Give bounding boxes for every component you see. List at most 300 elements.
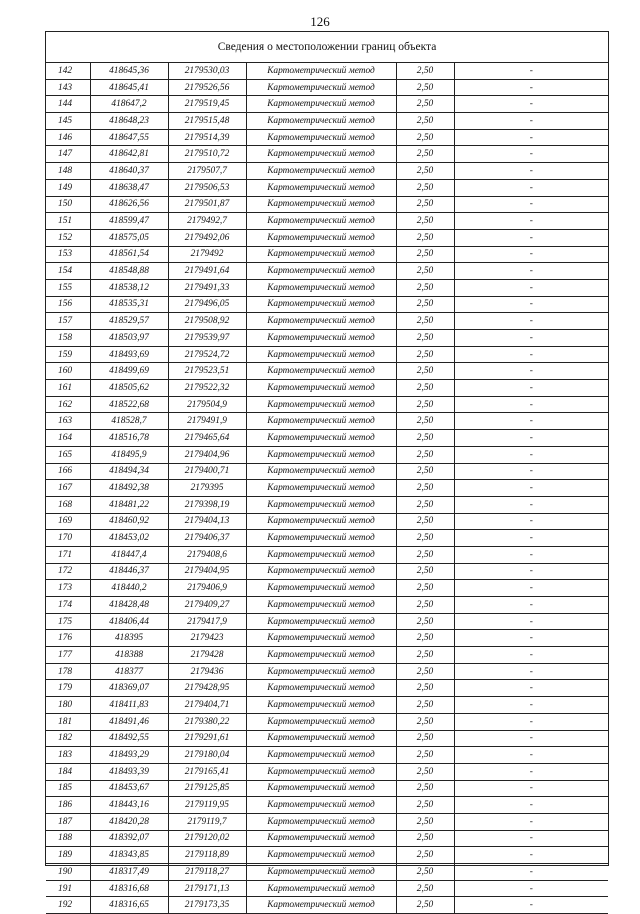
accuracy-cell: 2,50	[396, 346, 454, 363]
method-cell: Картометрический метод	[246, 246, 396, 263]
table-row	[46, 613, 608, 630]
accuracy-cell: 2,50	[396, 897, 454, 914]
y-coordinate-cell: 2179406,37	[168, 530, 246, 547]
note-cell: -	[454, 296, 608, 313]
point-number-cell: 168	[46, 496, 90, 513]
accuracy-cell: 2,50	[396, 380, 454, 397]
note-cell: -	[454, 263, 608, 280]
point-number-cell: 158	[46, 330, 90, 347]
method-cell: Картометрический метод	[246, 79, 396, 96]
accuracy-cell: 2,50	[396, 513, 454, 530]
note-cell: -	[454, 730, 608, 747]
x-coordinate-cell: 418447,4	[90, 546, 168, 563]
y-coordinate-cell: 2179522,32	[168, 380, 246, 397]
y-coordinate-cell: 2179496,05	[168, 296, 246, 313]
y-coordinate-cell: 2179409,27	[168, 597, 246, 614]
note-cell: -	[454, 830, 608, 847]
point-number-cell: 154	[46, 263, 90, 280]
y-coordinate-cell: 2179171,13	[168, 880, 246, 897]
table-row	[46, 597, 608, 614]
method-cell: Картометрический метод	[246, 747, 396, 764]
note-cell: -	[454, 847, 608, 864]
y-coordinate-cell: 2179423	[168, 630, 246, 647]
y-coordinate-cell: 2179119,95	[168, 797, 246, 814]
accuracy-cell: 2,50	[396, 363, 454, 380]
point-number-cell: 172	[46, 563, 90, 580]
method-cell: Картометрический метод	[246, 430, 396, 447]
point-number-cell: 185	[46, 780, 90, 797]
method-cell: Картометрический метод	[246, 546, 396, 563]
table-row	[46, 129, 608, 146]
point-number-cell: 147	[46, 146, 90, 163]
note-cell: -	[454, 780, 608, 797]
note-cell: -	[454, 897, 608, 914]
x-coordinate-cell: 418599,47	[90, 213, 168, 230]
note-cell: -	[454, 163, 608, 180]
x-coordinate-cell: 418492,55	[90, 730, 168, 747]
accuracy-cell: 2,50	[396, 196, 454, 213]
note-cell: -	[454, 713, 608, 730]
accuracy-cell: 2,50	[396, 480, 454, 497]
x-coordinate-cell: 418453,67	[90, 780, 168, 797]
point-number-cell: 192	[46, 897, 90, 914]
note-cell: -	[454, 813, 608, 830]
table-row	[46, 229, 608, 246]
table-row	[46, 396, 608, 413]
x-coordinate-cell: 418317,49	[90, 864, 168, 881]
note-cell: -	[454, 496, 608, 513]
y-coordinate-cell: 2179504,9	[168, 396, 246, 413]
point-number-cell: 159	[46, 346, 90, 363]
point-number-cell: 153	[46, 246, 90, 263]
method-cell: Картометрический метод	[246, 797, 396, 814]
x-coordinate-cell: 418640,37	[90, 163, 168, 180]
y-coordinate-cell: 2179507,7	[168, 163, 246, 180]
point-number-cell: 181	[46, 713, 90, 730]
note-cell: -	[454, 363, 608, 380]
table-row	[46, 580, 608, 597]
point-number-cell: 173	[46, 580, 90, 597]
accuracy-cell: 2,50	[396, 96, 454, 113]
method-cell: Картометрический метод	[246, 296, 396, 313]
y-coordinate-cell: 2179118,27	[168, 864, 246, 881]
x-coordinate-cell: 418538,12	[90, 279, 168, 296]
table-row	[46, 780, 608, 797]
accuracy-cell: 2,50	[396, 780, 454, 797]
table-row	[46, 480, 608, 497]
table-row	[46, 496, 608, 513]
accuracy-cell: 2,50	[396, 79, 454, 96]
table-row	[46, 146, 608, 163]
note-cell: -	[454, 630, 608, 647]
y-coordinate-cell: 2179125,85	[168, 780, 246, 797]
x-coordinate-cell: 418316,68	[90, 880, 168, 897]
accuracy-cell: 2,50	[396, 830, 454, 847]
point-number-cell: 179	[46, 680, 90, 697]
y-coordinate-cell: 2179404,95	[168, 563, 246, 580]
note-cell: -	[454, 747, 608, 764]
note-cell: -	[454, 346, 608, 363]
accuracy-cell: 2,50	[396, 330, 454, 347]
note-cell: -	[454, 480, 608, 497]
table-row	[46, 413, 608, 430]
table-row	[46, 730, 608, 747]
point-number-cell: 177	[46, 647, 90, 664]
page-number: 126	[310, 14, 330, 29]
table-row	[46, 513, 608, 530]
note-cell: -	[454, 513, 608, 530]
accuracy-cell: 2,50	[396, 129, 454, 146]
method-cell: Картометрический метод	[246, 279, 396, 296]
note-cell: -	[454, 196, 608, 213]
point-number-cell: 142	[46, 63, 90, 79]
point-number-cell: 163	[46, 413, 90, 430]
y-coordinate-cell: 2179506,53	[168, 179, 246, 196]
note-cell: -	[454, 313, 608, 330]
table-row	[46, 63, 608, 79]
x-coordinate-cell: 418529,57	[90, 313, 168, 330]
accuracy-cell: 2,50	[396, 597, 454, 614]
accuracy-cell: 2,50	[396, 747, 454, 764]
method-cell: Картометрический метод	[246, 813, 396, 830]
method-cell: Картометрический метод	[246, 480, 396, 497]
boundary-table-sheet	[45, 31, 609, 911]
method-cell: Картометрический метод	[246, 413, 396, 430]
method-cell: Картометрический метод	[246, 96, 396, 113]
note-cell: -	[454, 213, 608, 230]
y-coordinate-cell: 2179380,22	[168, 713, 246, 730]
y-coordinate-cell: 2179119,7	[168, 813, 246, 830]
method-cell: Картометрический метод	[246, 263, 396, 280]
y-coordinate-cell: 2179524,72	[168, 346, 246, 363]
x-coordinate-cell: 418460,92	[90, 513, 168, 530]
accuracy-cell: 2,50	[396, 279, 454, 296]
method-cell: Картометрический метод	[246, 496, 396, 513]
accuracy-cell: 2,50	[396, 763, 454, 780]
y-coordinate-cell: 2179404,13	[168, 513, 246, 530]
accuracy-cell: 2,50	[396, 663, 454, 680]
y-coordinate-cell: 2179428	[168, 647, 246, 664]
table-row	[46, 79, 608, 96]
table-row	[46, 380, 608, 397]
method-cell: Картометрический метод	[246, 613, 396, 630]
table-row	[46, 113, 608, 130]
y-coordinate-cell: 2179408,6	[168, 546, 246, 563]
y-coordinate-cell: 2179118,89	[168, 847, 246, 864]
y-coordinate-cell: 2179180,04	[168, 747, 246, 764]
table-title: Сведения о местоположении границ объекта	[46, 32, 608, 63]
point-number-cell: 171	[46, 546, 90, 563]
point-number-cell: 178	[46, 663, 90, 680]
x-coordinate-cell: 418428,48	[90, 597, 168, 614]
x-coordinate-cell: 418626,56	[90, 196, 168, 213]
method-cell: Картометрический метод	[246, 563, 396, 580]
y-coordinate-cell: 2179501,87	[168, 196, 246, 213]
table-row	[46, 647, 608, 664]
point-number-cell: 151	[46, 213, 90, 230]
accuracy-cell: 2,50	[396, 496, 454, 513]
method-cell: Картометрический метод	[246, 129, 396, 146]
point-number-cell: 145	[46, 113, 90, 130]
method-cell: Картометрический метод	[246, 380, 396, 397]
table-row	[46, 897, 608, 914]
x-coordinate-cell: 418369,07	[90, 680, 168, 697]
note-cell: -	[454, 113, 608, 130]
y-coordinate-cell: 2179406,9	[168, 580, 246, 597]
x-coordinate-cell: 418493,29	[90, 747, 168, 764]
y-coordinate-cell: 2179428,95	[168, 680, 246, 697]
x-coordinate-cell: 418388	[90, 647, 168, 664]
method-cell: Картометрический метод	[246, 513, 396, 530]
method-cell: Картометрический метод	[246, 196, 396, 213]
accuracy-cell: 2,50	[396, 797, 454, 814]
table-row	[46, 196, 608, 213]
point-number-cell: 184	[46, 763, 90, 780]
y-coordinate-cell: 2179514,39	[168, 129, 246, 146]
y-coordinate-cell: 2179530,03	[168, 63, 246, 79]
x-coordinate-cell: 418377	[90, 663, 168, 680]
accuracy-cell: 2,50	[396, 213, 454, 230]
point-number-cell: 188	[46, 830, 90, 847]
point-number-cell: 162	[46, 396, 90, 413]
x-coordinate-cell: 418638,47	[90, 179, 168, 196]
x-coordinate-cell: 418420,28	[90, 813, 168, 830]
method-cell: Картометрический метод	[246, 113, 396, 130]
accuracy-cell: 2,50	[396, 263, 454, 280]
note-cell: -	[454, 580, 608, 597]
table-row	[46, 546, 608, 563]
note-cell: -	[454, 880, 608, 897]
method-cell: Картометрический метод	[246, 864, 396, 881]
x-coordinate-cell: 418495,9	[90, 446, 168, 463]
accuracy-cell: 2,50	[396, 697, 454, 714]
y-coordinate-cell: 2179523,51	[168, 363, 246, 380]
method-cell: Картометрический метод	[246, 830, 396, 847]
method-cell: Картометрический метод	[246, 396, 396, 413]
table-row	[46, 463, 608, 480]
accuracy-cell: 2,50	[396, 730, 454, 747]
accuracy-cell: 2,50	[396, 530, 454, 547]
method-cell: Картометрический метод	[246, 229, 396, 246]
x-coordinate-cell: 418642,81	[90, 146, 168, 163]
point-number-cell: 161	[46, 380, 90, 397]
y-coordinate-cell: 2179539,97	[168, 330, 246, 347]
accuracy-cell: 2,50	[396, 880, 454, 897]
x-coordinate-cell: 418411,83	[90, 697, 168, 714]
y-coordinate-cell: 2179491,33	[168, 279, 246, 296]
x-coordinate-cell: 418505,62	[90, 380, 168, 397]
x-coordinate-cell: 418535,31	[90, 296, 168, 313]
note-cell: -	[454, 96, 608, 113]
accuracy-cell: 2,50	[396, 647, 454, 664]
method-cell: Картометрический метод	[246, 763, 396, 780]
x-coordinate-cell: 418528,7	[90, 413, 168, 430]
point-number-cell: 191	[46, 880, 90, 897]
point-number-cell: 152	[46, 229, 90, 246]
table-row	[46, 813, 608, 830]
table-row	[46, 213, 608, 230]
method-cell: Картометрический метод	[246, 179, 396, 196]
method-cell: Картометрический метод	[246, 463, 396, 480]
accuracy-cell: 2,50	[396, 113, 454, 130]
table-row	[46, 179, 608, 196]
note-cell: -	[454, 229, 608, 246]
note-cell: -	[454, 613, 608, 630]
note-cell: -	[454, 530, 608, 547]
point-number-cell: 170	[46, 530, 90, 547]
note-cell: -	[454, 663, 608, 680]
table-row	[46, 430, 608, 447]
x-coordinate-cell: 418453,02	[90, 530, 168, 547]
table-row	[46, 797, 608, 814]
x-coordinate-cell: 418494,34	[90, 463, 168, 480]
x-coordinate-cell: 418443,16	[90, 797, 168, 814]
accuracy-cell: 2,50	[396, 146, 454, 163]
note-cell: -	[454, 864, 608, 881]
x-coordinate-cell: 418499,69	[90, 363, 168, 380]
point-number-cell: 190	[46, 864, 90, 881]
y-coordinate-cell: 2179173,35	[168, 897, 246, 914]
y-coordinate-cell: 2179510,72	[168, 146, 246, 163]
table-row	[46, 279, 608, 296]
method-cell: Картометрический метод	[246, 213, 396, 230]
point-number-cell: 149	[46, 179, 90, 196]
note-cell: -	[454, 680, 608, 697]
y-coordinate-cell: 2179465,64	[168, 430, 246, 447]
table-row	[46, 630, 608, 647]
note-cell: -	[454, 179, 608, 196]
accuracy-cell: 2,50	[396, 463, 454, 480]
note-cell: -	[454, 446, 608, 463]
x-coordinate-cell: 418645,36	[90, 63, 168, 79]
point-number-cell: 167	[46, 480, 90, 497]
method-cell: Картометрический метод	[246, 880, 396, 897]
point-number-cell: 146	[46, 129, 90, 146]
note-cell: -	[454, 546, 608, 563]
point-number-cell: 157	[46, 313, 90, 330]
method-cell: Картометрический метод	[246, 847, 396, 864]
method-cell: Картометрический метод	[246, 680, 396, 697]
x-coordinate-cell: 418392,07	[90, 830, 168, 847]
table-row	[46, 563, 608, 580]
coordinates-table-body	[46, 63, 608, 914]
table-row	[46, 830, 608, 847]
x-coordinate-cell: 418561,54	[90, 246, 168, 263]
table-row	[46, 880, 608, 897]
note-cell: -	[454, 697, 608, 714]
method-cell: Картометрический метод	[246, 713, 396, 730]
accuracy-cell: 2,50	[396, 546, 454, 563]
accuracy-cell: 2,50	[396, 430, 454, 447]
x-coordinate-cell: 418446,37	[90, 563, 168, 580]
y-coordinate-cell: 2179395	[168, 480, 246, 497]
method-cell: Картометрический метод	[246, 146, 396, 163]
note-cell: -	[454, 763, 608, 780]
point-number-cell: 166	[46, 463, 90, 480]
method-cell: Картометрический метод	[246, 346, 396, 363]
x-coordinate-cell: 418516,78	[90, 430, 168, 447]
table-row	[46, 713, 608, 730]
table-row	[46, 847, 608, 864]
y-coordinate-cell: 2179508,92	[168, 313, 246, 330]
note-cell: -	[454, 79, 608, 96]
accuracy-cell: 2,50	[396, 713, 454, 730]
table-row	[46, 763, 608, 780]
x-coordinate-cell: 418316,65	[90, 897, 168, 914]
x-coordinate-cell: 418647,2	[90, 96, 168, 113]
accuracy-cell: 2,50	[396, 413, 454, 430]
table-row	[46, 680, 608, 697]
point-number-cell: 183	[46, 747, 90, 764]
note-cell: -	[454, 246, 608, 263]
method-cell: Картометрический метод	[246, 597, 396, 614]
point-number-cell: 189	[46, 847, 90, 864]
y-coordinate-cell: 2179436	[168, 663, 246, 680]
x-coordinate-cell: 418491,46	[90, 713, 168, 730]
method-cell: Картометрический метод	[246, 530, 396, 547]
accuracy-cell: 2,50	[396, 563, 454, 580]
table-row	[46, 663, 608, 680]
table-row	[46, 697, 608, 714]
x-coordinate-cell: 418481,22	[90, 496, 168, 513]
x-coordinate-cell: 418503,97	[90, 330, 168, 347]
note-cell: -	[454, 797, 608, 814]
accuracy-cell: 2,50	[396, 63, 454, 79]
y-coordinate-cell: 2179491,9	[168, 413, 246, 430]
x-coordinate-cell: 418440,2	[90, 580, 168, 597]
point-number-cell: 164	[46, 430, 90, 447]
method-cell: Картометрический метод	[246, 446, 396, 463]
note-cell: -	[454, 430, 608, 447]
method-cell: Картометрический метод	[246, 363, 396, 380]
method-cell: Картометрический метод	[246, 63, 396, 79]
accuracy-cell: 2,50	[396, 613, 454, 630]
table-row	[46, 747, 608, 764]
point-number-cell: 148	[46, 163, 90, 180]
point-number-cell: 165	[46, 446, 90, 463]
point-number-cell: 182	[46, 730, 90, 747]
y-coordinate-cell: 2179492,7	[168, 213, 246, 230]
accuracy-cell: 2,50	[396, 296, 454, 313]
note-cell: -	[454, 647, 608, 664]
note-cell: -	[454, 330, 608, 347]
table-row	[46, 296, 608, 313]
note-cell: -	[454, 129, 608, 146]
y-coordinate-cell: 2179526,56	[168, 79, 246, 96]
accuracy-cell: 2,50	[396, 396, 454, 413]
y-coordinate-cell: 2179417,9	[168, 613, 246, 630]
y-coordinate-cell: 2179492,06	[168, 229, 246, 246]
note-cell: -	[454, 396, 608, 413]
accuracy-cell: 2,50	[396, 630, 454, 647]
table-row	[46, 313, 608, 330]
note-cell: -	[454, 563, 608, 580]
table-row	[46, 330, 608, 347]
accuracy-cell: 2,50	[396, 446, 454, 463]
method-cell: Картометрический метод	[246, 780, 396, 797]
x-coordinate-cell: 418395	[90, 630, 168, 647]
method-cell: Картометрический метод	[246, 313, 396, 330]
x-coordinate-cell: 418493,69	[90, 346, 168, 363]
method-cell: Картометрический метод	[246, 663, 396, 680]
method-cell: Картометрический метод	[246, 897, 396, 914]
y-coordinate-cell: 2179120,02	[168, 830, 246, 847]
point-number-cell: 155	[46, 279, 90, 296]
y-coordinate-cell: 2179291,61	[168, 730, 246, 747]
table-row	[46, 263, 608, 280]
x-coordinate-cell: 418548,88	[90, 263, 168, 280]
x-coordinate-cell: 418492,38	[90, 480, 168, 497]
